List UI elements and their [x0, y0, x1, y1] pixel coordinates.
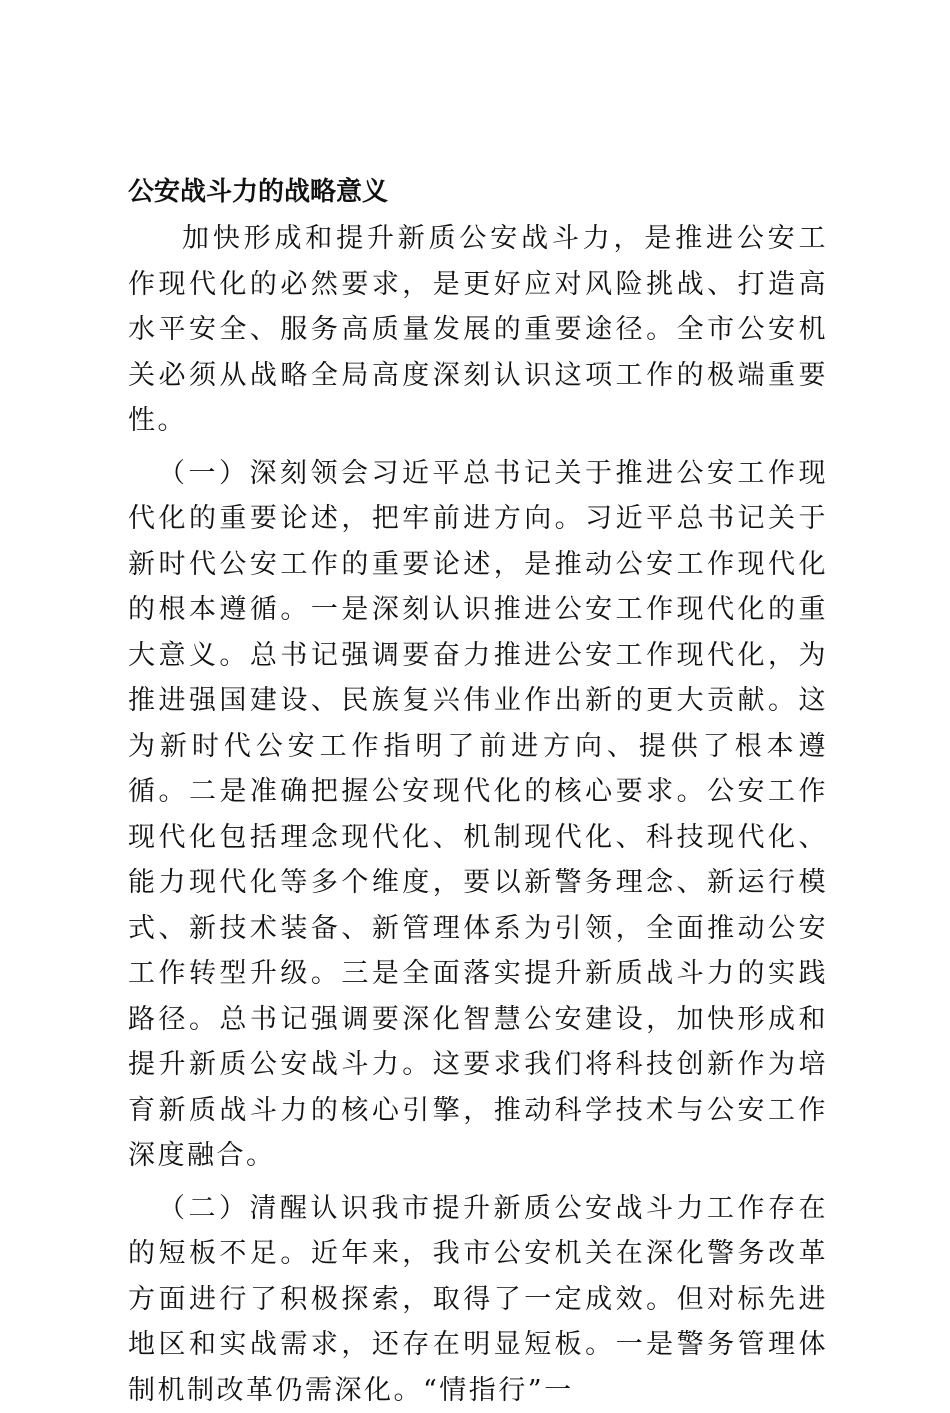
document-body	[128, 216, 828, 1413]
paragraph-section-one: （一）深刻领会习近平总书记关于推进公安工作现代化的重要论述，把牢前进方向。习近平总书记关于新时代公安工作的重要论述，是推动公安工作现代化的根本遵循。一是深刻认识推进公安工作现代化的重大意义。总书记强调要奋力推进公安工作现代化，为推进强国建设、民族复兴伟业作出新的更大贡献。这为新时代公安工作指明了前进方向、提供了根本遵循。二是准确把握公安现代化的核心要求。公安工作现代化包括理念现代化、机制现代化、科技现代化、能力现代化等多个维度，要以新警务理念、新运行模式、新技术装备、新管理体系为引领，全面推动公安工作转型升级。三是全面落实提升新质战斗力的实践路径。总书记强调要深化智慧公安建设，加快形成和提升新质公安战斗力。这要求我们将科技创新作为培育新质战斗力的核心引擎，推动科学技术与公安工作深度融合。	[128, 451, 828, 1179]
paragraph-intro: 加快形成和提升新质公安战斗力，是推进公安工作现代化的必然要求，是更好应对风险挑战、打造高水平安全、服务高质量发展的重要途径。全市公安机关必须从战略全局高度深刻认识这项工作的极端重要性。	[128, 216, 828, 444]
paragraph-section-two: （二）清醒认识我市提升新质公安战斗力工作存在的短板不足。近年来，我市公安机关在深化警务改革方面进行了积极探索，取得了一定成效。但对标先进地区和实战需求，还存在明显短板。一是警务管理体制机制改革仍需深化。“情指行”一	[128, 1186, 828, 1413]
section-heading: 公安战斗力的战略意义	[128, 172, 828, 212]
